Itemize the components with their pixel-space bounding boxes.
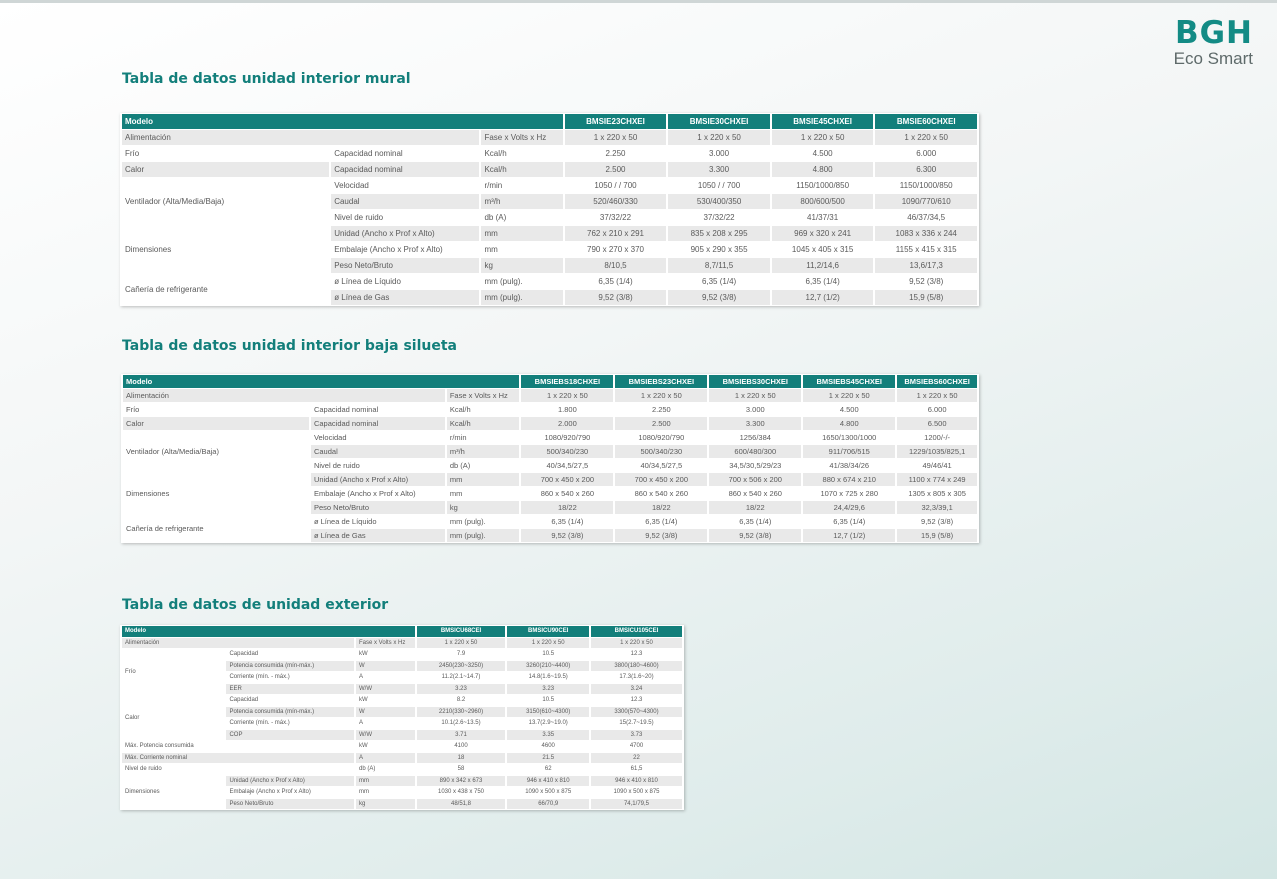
row-unit: W/W (356, 730, 415, 741)
row-value: 48/51,8 (417, 799, 506, 810)
row-group-label: Cañería de refrigerante (123, 515, 309, 542)
row-value: 24,4/29,6 (803, 501, 895, 514)
row-unit: Fase x Volts x Hz (356, 638, 415, 649)
row-unit: kg (356, 799, 415, 810)
row-value: 1155 x 415 x 315 (895, 245, 957, 254)
row-parameter: Embalaje (Ancho x Prof x Alto) (313, 489, 416, 498)
row-value: 1 x 220 x 50 (668, 130, 770, 145)
table-row (122, 753, 682, 764)
row-group-label: Máx. Corriente nominal (122, 753, 354, 764)
table-row (122, 130, 977, 145)
row-parameter: Peso Neto/Bruto (311, 501, 445, 514)
row-value: 18 (417, 753, 506, 764)
row-group-label: Calor (122, 162, 329, 177)
row-value: 3.000 (745, 405, 765, 414)
row-value: 9,52 (3/8) (709, 529, 801, 542)
row-unit: m³/h (447, 445, 520, 458)
header-model-name: BMSIEBS18CHXEI (521, 375, 613, 388)
row-group-label: Frío (123, 403, 309, 416)
row-value: 46/37/34,5 (907, 213, 946, 222)
row-unit: r/min (484, 181, 503, 190)
row-value: 62 (544, 766, 552, 773)
row-value: 21.5 (507, 753, 589, 764)
row-value: 790 x 270 x 370 (587, 245, 644, 254)
row-value: 34,5/30,5/29/23 (729, 461, 782, 470)
header-model-name: BMSIE30CHXEI (668, 114, 770, 129)
row-value: 946 x 410 x 810 (591, 776, 682, 787)
title-unidad-exterior: Tabla de datos de unidad exterior (122, 597, 389, 613)
row-value: 1070 x 725 x 280 (820, 489, 879, 498)
brand-logo (1174, 16, 1253, 68)
row-unit: W (356, 707, 415, 718)
title-interior-baja-silueta: Tabla de datos unidad interior baja silueta (122, 338, 457, 354)
header-model-name: BMSICU68CEI (417, 626, 506, 637)
row-value: 3150(610~4300) (507, 707, 589, 718)
table-row (123, 389, 977, 402)
row-value: 700 x 506 x 200 (709, 473, 801, 486)
table-row (123, 403, 977, 416)
row-value: 1.800 (557, 405, 577, 414)
row-unit: kW (359, 697, 368, 704)
row-value: 74,1/79,5 (591, 799, 682, 810)
row-value: 1229/1035/825,1 (897, 445, 977, 458)
header-model-name: BMSIEBS23CHXEI (615, 375, 707, 388)
row-value: 18/22 (709, 501, 801, 514)
table-row (122, 178, 977, 193)
row-value: 3.300 (668, 162, 770, 177)
row-parameter: Potencia consumida (mín-máx.) (226, 707, 354, 718)
row-unit: mm (359, 789, 369, 796)
row-parameter: ø Línea de Líquido (334, 277, 401, 286)
row-unit: Kcal/h (447, 417, 520, 430)
row-group-label: Alimentación (122, 130, 479, 145)
row-value: 11,2/14,6 (772, 258, 874, 273)
row-unit: W/W (356, 684, 415, 695)
row-value: 6,35 (1/4) (551, 517, 584, 526)
row-value: 10.1(2.6~13.5) (441, 720, 481, 727)
row-unit: A (359, 674, 364, 681)
row-value: 3.23 (507, 684, 589, 695)
row-value: 15,9 (5/8) (897, 529, 977, 542)
row-value: 1050 / / 700 (594, 181, 637, 190)
row-parameter: Peso Neto/Bruto (226, 799, 354, 810)
row-group-label: Cañería de refrigerante (122, 274, 329, 305)
row-parameter: Corriente (mín. - máx.) (229, 720, 290, 727)
table-unidad-exterior (120, 625, 684, 810)
row-value: 9,52 (3/8) (565, 290, 667, 305)
row-group-label: Frío (122, 146, 329, 161)
row-parameter: Velocidad (334, 181, 369, 190)
row-value: 1100 x 774 x 249 (897, 473, 977, 486)
row-value: 9,52 (3/8) (909, 277, 944, 286)
row-value: 61,5 (630, 766, 643, 773)
row-value: 17.3(1.6~20) (619, 674, 654, 681)
header-model-name: BMSIE60CHXEI (875, 114, 977, 129)
row-unit: W (356, 661, 415, 672)
row-value: 969 x 320 x 241 (772, 226, 874, 241)
table-row (122, 764, 682, 775)
row-value: 1 x 220 x 50 (772, 130, 874, 145)
row-unit: Fase x Volts x Hz (447, 389, 520, 402)
row-value: 3.23 (417, 684, 506, 695)
row-value: 1200/-/- (924, 433, 951, 442)
row-value: 905 x 290 x 355 (690, 245, 748, 254)
row-value: 2210(330~2960) (417, 707, 506, 718)
row-value: 37/32/22 (703, 213, 735, 222)
row-value: 3.24 (591, 684, 682, 695)
row-value: 18/22 (615, 501, 707, 514)
row-value: 860 x 540 x 260 (634, 489, 689, 498)
row-unit: mm (481, 226, 562, 241)
row-value: 1045 x 405 x 315 (791, 245, 854, 254)
row-value: 1650/1300/1000 (822, 433, 877, 442)
header-model-name: BMSIEBS30CHXEI (709, 375, 801, 388)
row-value: 40/34,5/27,5 (546, 461, 589, 470)
row-parameter: ø Línea de Líquido (313, 517, 377, 526)
row-value: 8,7/11,5 (668, 258, 770, 273)
row-unit: m³/h (481, 194, 562, 209)
table-row (122, 695, 682, 706)
row-value: 6,35 (1/4) (805, 277, 840, 286)
table-interior-mural (120, 113, 979, 306)
row-value: 1256/384 (739, 433, 771, 442)
row-value: 835 x 208 x 295 (668, 226, 770, 241)
header-row (122, 626, 682, 637)
header-model-label: Modelo (123, 375, 519, 388)
row-value: 1 x 220 x 50 (897, 389, 977, 402)
row-group-label: Dimensiones (122, 776, 224, 810)
table-row (122, 649, 682, 660)
row-group-label: Dimensiones (122, 226, 329, 273)
row-value: 500/340/230 (521, 445, 613, 458)
row-unit: kg (481, 258, 562, 273)
row-unit: mm (pulg). (449, 517, 486, 526)
row-value: 3.35 (507, 730, 589, 741)
row-value: 800/600/500 (772, 194, 874, 209)
row-unit: Kcal/h (449, 405, 471, 414)
row-value: 2.250 (605, 149, 626, 158)
row-value: 2.250 (651, 405, 671, 414)
row-value: 4.800 (803, 417, 895, 430)
row-unit: Kcal/h (484, 149, 507, 158)
row-unit: kW (359, 651, 368, 658)
row-value: 1 x 220 x 50 (875, 130, 977, 145)
row-value: 66/70,9 (507, 799, 589, 810)
row-value: 1150/1000/850 (796, 181, 850, 190)
row-value: 4100 (454, 743, 468, 750)
row-value: 13,6/17,3 (875, 258, 977, 273)
header-row (123, 375, 977, 388)
row-parameter: Nivel de ruido (334, 213, 384, 222)
row-parameter: Corriente (mín. - máx.) (229, 674, 290, 681)
row-unit: db (A) (484, 213, 507, 222)
row-value: 3.71 (417, 730, 506, 741)
row-group-label: Calor (123, 417, 309, 430)
row-value: 600/480/300 (709, 445, 801, 458)
row-unit: A (356, 753, 415, 764)
row-value: 1080/920/790 (544, 433, 591, 442)
row-value: 1090 x 500 x 875 (525, 789, 572, 796)
row-value: 10.5 (542, 697, 555, 704)
row-parameter: EER (226, 684, 354, 695)
row-value: 6,35 (1/4) (701, 277, 737, 286)
row-parameter: ø Línea de Gas (311, 529, 445, 542)
row-parameter: Caudal (331, 194, 479, 209)
row-value: 13.7(2.9~19.0) (528, 720, 568, 727)
row-value: 1080/920/790 (638, 433, 685, 442)
header-model-name: BMSIE45CHXEI (772, 114, 874, 129)
row-value: 40/34,5/27,5 (640, 461, 683, 470)
row-value: 41/37/31 (807, 213, 839, 222)
row-parameter: Embalaje (Ancho x Prof x Alto) (334, 245, 443, 254)
row-value: 700 x 450 x 200 (521, 473, 613, 486)
row-group-label: Máx. Potencia consumida (122, 741, 354, 752)
row-unit: mm (pulg). (447, 529, 520, 542)
row-value: 15(2.7~19.5) (619, 720, 654, 727)
row-group-label: Calor (122, 695, 224, 740)
row-value: 520/460/330 (565, 194, 667, 209)
row-parameter: Unidad (Ancho x Prof x Alto) (331, 226, 479, 241)
table-row (122, 638, 682, 649)
row-parameter: Velocidad (313, 433, 347, 442)
header-model-label: Modelo (122, 626, 415, 637)
row-value: 9,52 (3/8) (668, 290, 770, 305)
row-value: 58 (457, 766, 465, 773)
row-value: 3300(570~4300) (591, 707, 682, 718)
row-value: 4600 (541, 743, 555, 750)
row-value: 9,52 (3/8) (615, 529, 707, 542)
row-value: 49/46/41 (922, 461, 952, 470)
row-value: 7.9 (456, 651, 466, 658)
row-value: 860 x 540 x 260 (728, 489, 782, 498)
row-value: 41/38/34/26 (829, 461, 870, 470)
table-interior-baja-silueta (121, 374, 979, 543)
header-model-name: BMSIEBS45CHXEI (803, 375, 895, 388)
row-unit: db (A) (449, 461, 471, 470)
row-value: 37/32/22 (599, 213, 632, 222)
header-row (122, 114, 977, 129)
row-value: 3.73 (591, 730, 682, 741)
row-value: 4.500 (812, 149, 833, 158)
row-value: 762 x 210 x 291 (565, 226, 667, 241)
row-value: 890 x 342 x 673 (417, 776, 506, 787)
row-value: 32,3/39,1 (897, 501, 977, 514)
row-value: 8.2 (456, 697, 466, 704)
header-model-name: BMSICU90CEI (507, 626, 589, 637)
row-value: 2.500 (565, 162, 667, 177)
table-row (122, 776, 682, 787)
row-parameter: COP (226, 730, 354, 741)
row-value: 500/340/230 (615, 445, 707, 458)
row-value: 1090/770/610 (875, 194, 977, 209)
row-value: 9,52 (3/8) (921, 517, 954, 526)
row-value: 6,35 (1/4) (739, 517, 772, 526)
row-unit: mm (484, 245, 498, 254)
title-interior-mural: Tabla de datos unidad interior mural (122, 71, 411, 87)
row-parameter: Potencia consumida (mín-máx.) (226, 661, 354, 672)
row-value: 1090 x 500 x 875 (613, 789, 660, 796)
row-value: 1150/1000/850 (899, 181, 953, 190)
row-value: 15,9 (5/8) (875, 290, 977, 305)
row-group-label: Nivel de ruido (122, 764, 354, 775)
row-value: 1 x 220 x 50 (709, 389, 801, 402)
row-parameter: Embalaje (Ancho x Prof x Alto) (229, 789, 311, 796)
row-parameter: Capacidad nominal (331, 162, 479, 177)
row-value: 530/400/350 (668, 194, 770, 209)
row-unit: mm (pulg). (484, 277, 523, 286)
row-value: 6,35 (1/4) (598, 277, 633, 286)
row-group-label: Alimentación (122, 638, 354, 649)
row-unit: mm (447, 473, 520, 486)
row-value: 1305 x 805 x 305 (908, 489, 966, 498)
row-parameter: Capacidad nominal (334, 149, 403, 158)
brand-subtitle: Eco Smart (1173, 49, 1253, 68)
row-parameter: Unidad (Ancho x Prof x Alto) (226, 776, 354, 787)
header-model-name: BMSIE23CHXEI (565, 114, 667, 129)
row-value: 1030 x 438 x 750 (437, 789, 485, 796)
row-value: 6,35 (1/4) (833, 517, 866, 526)
row-unit: db (A) (359, 766, 376, 773)
row-unit: kW (359, 743, 368, 750)
row-value: 1 x 220 x 50 (803, 389, 895, 402)
row-value: 700 x 450 x 200 (615, 473, 707, 486)
row-value: 3.000 (709, 149, 730, 158)
table-row (123, 417, 977, 430)
row-value: 2450(230~3250) (417, 661, 506, 672)
brand-name: BGH (1174, 15, 1253, 51)
table-row (122, 162, 977, 177)
row-group-label: Ventilador (Alta/Media/Baja) (123, 431, 309, 472)
table-row (123, 515, 977, 528)
row-parameter: Peso Neto/Bruto (331, 258, 479, 273)
row-value: 2.000 (521, 417, 613, 430)
table-row (122, 226, 977, 241)
table-row (122, 741, 682, 752)
row-group-label: Ventilador (Alta/Media/Baja) (122, 178, 329, 225)
row-value: 1 x 220 x 50 (507, 638, 589, 649)
row-value: 946 x 410 x 810 (507, 776, 589, 787)
row-value: 1050 / / 700 (697, 181, 741, 190)
row-value: 18/22 (521, 501, 613, 514)
header-model-name: BMSIEBS60CHXEI (897, 375, 977, 388)
row-unit: kg (447, 501, 520, 514)
row-unit: mm (449, 489, 463, 498)
top-border (0, 0, 1277, 3)
row-value: 3.300 (709, 417, 801, 430)
row-value: 12,7 (1/2) (803, 529, 895, 542)
row-parameter: Caudal (311, 445, 445, 458)
header-model-name: BMSICU105CEI (591, 626, 682, 637)
row-value: 10.5 (542, 651, 555, 658)
row-unit: mm (pulg). (481, 290, 562, 305)
row-value: 1 x 220 x 50 (615, 389, 707, 402)
row-parameter: ø Línea de Gas (331, 290, 479, 305)
row-unit: Fase x Volts x Hz (481, 130, 562, 145)
table-row (123, 473, 977, 486)
row-value: 860 x 540 x 260 (540, 489, 595, 498)
row-value: 880 x 674 x 210 (803, 473, 895, 486)
row-value: 1083 x 336 x 244 (875, 226, 977, 241)
row-value: 4.500 (839, 405, 859, 414)
row-value: 3260(210~4400) (507, 661, 589, 672)
row-value: 12.3 (630, 697, 643, 704)
row-parameter: Capacidad (229, 651, 259, 658)
row-value: 6,35 (1/4) (645, 517, 678, 526)
row-value: 6.500 (897, 417, 977, 430)
row-value: 1 x 220 x 50 (565, 130, 667, 145)
row-value: 12,7 (1/2) (772, 290, 874, 305)
row-parameter: Nivel de ruido (313, 461, 360, 470)
row-value: 4700 (629, 743, 644, 750)
row-value: 11.2(2.1~14.7) (441, 674, 481, 681)
row-parameter: Capacidad (229, 697, 259, 704)
row-value: 6.300 (875, 162, 977, 177)
table-row (122, 146, 977, 161)
row-value: 6.000 (916, 149, 937, 158)
row-value: 911/706/515 (803, 445, 895, 458)
row-value: 12.3 (630, 651, 643, 658)
row-unit: r/min (449, 433, 467, 442)
row-unit: mm (356, 776, 415, 787)
row-group-label: Dimensiones (123, 473, 309, 514)
row-parameter: Unidad (Ancho x Prof x Alto) (311, 473, 445, 486)
row-value: 2.500 (615, 417, 707, 430)
row-value: 1 x 220 x 50 (417, 638, 506, 649)
row-value: 9,52 (3/8) (521, 529, 613, 542)
table-row (123, 431, 977, 444)
row-value: 6.000 (927, 405, 947, 414)
row-unit: Kcal/h (481, 162, 562, 177)
row-unit: A (359, 720, 364, 727)
table-row (122, 274, 977, 289)
row-value: 8/10,5 (565, 258, 667, 273)
row-value: 4.800 (772, 162, 874, 177)
row-group-label: Frío (122, 649, 224, 694)
header-model-label: Modelo (122, 114, 563, 129)
row-group-label: Alimentación (123, 389, 445, 402)
row-parameter: Capacidad nominal (311, 417, 445, 430)
row-value: 1 x 220 x 50 (591, 638, 682, 649)
row-value: 1 x 220 x 50 (521, 389, 613, 402)
row-value: 14.8(1.6~19.5) (528, 674, 568, 681)
row-value: 3800(180~4600) (591, 661, 682, 672)
row-value: 22 (591, 753, 682, 764)
row-parameter: Capacidad nominal (313, 405, 379, 414)
